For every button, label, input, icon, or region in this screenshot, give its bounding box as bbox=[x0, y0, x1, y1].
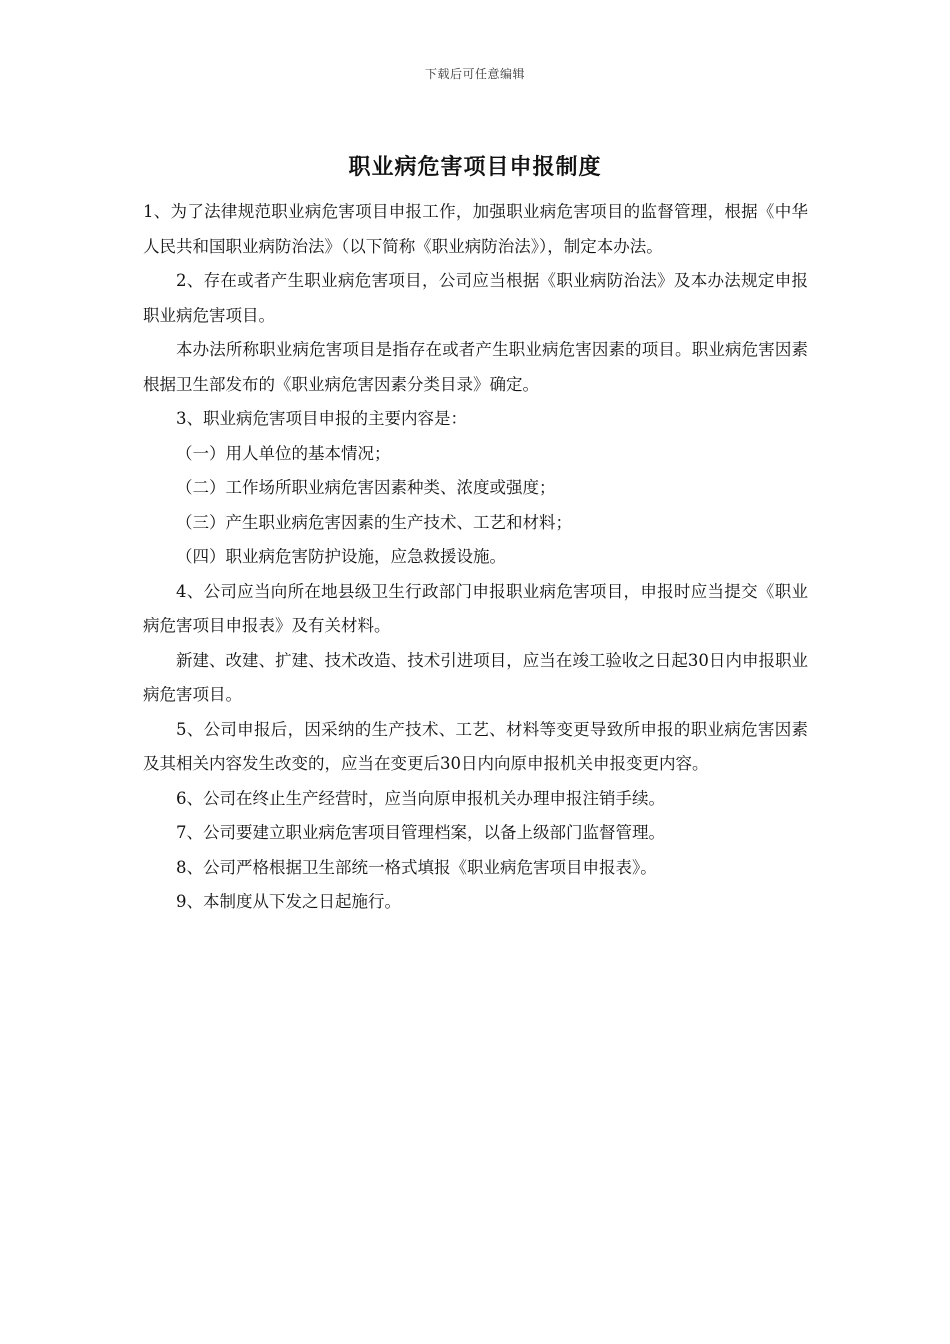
paragraph-6: 6、公司在终止生产经营时，应当向原申报机关办理申报注销手续。 bbox=[176, 788, 665, 808]
paragraph-5: 5、公司申报后，因采纳的生产技术、工艺、材料等变更导致所申报的职业病危害因素及其相关内容发生改变的，应当在变更后30日内向原申报机关申报变更内容。 bbox=[143, 719, 808, 773]
paragraph-2-definition: 本办法所称职业病危害项目是指存在或者产生职业病危害因素的项目。职业病危害因素根据卫生部发布的《职业病危害因素分类目录》确定。 bbox=[143, 340, 808, 394]
list-item-2: （二）工作场所职业病危害因素种类、浓度或强度； bbox=[176, 478, 556, 497]
paragraph-8: 8、公司严格根据卫生部统一格式填报《职业病危害项目申报表》。 bbox=[176, 857, 657, 877]
list-item-3: （三）产生职业病危害因素的生产技术、工艺和材料； bbox=[176, 512, 572, 532]
document-title: 职业病危害项目申报制度 bbox=[348, 154, 602, 180]
paragraph-3: 3、职业病危害项目申报的主要内容是： bbox=[176, 409, 467, 428]
list-item-4: （四）职业病危害防护设施，应急救援设施。 bbox=[176, 547, 506, 566]
paragraph-7: 7、公司要建立职业病危害项目管理档案，以备上级部门监督管理。 bbox=[176, 823, 665, 842]
paragraph-4: 4、公司应当向所在地县级卫生行政部门申报职业病危害项目，申报时应当提交《职业病危害项目申报表》及有关材料。 bbox=[143, 581, 808, 635]
header-note: 下载后可任意编辑 bbox=[424, 67, 525, 81]
list-item-1: （一）用人单位的基本情况； bbox=[176, 443, 391, 463]
document-body bbox=[143, 195, 808, 920]
paragraph-4-new-projects: 新建、改建、扩建、技术改造、技术引进项目，应当在竣工验收之日起30日内申报职业病危害项目。 bbox=[143, 650, 808, 704]
paragraph-9: 9、本制度从下发之日起施行。 bbox=[176, 892, 401, 911]
paragraph-2: 2、存在或者产生职业病危害项目，公司应当根据《职业病防治法》及本办法规定申报职业病危害项目。 bbox=[143, 271, 808, 325]
paragraph-1: 1、为了法律规范职业病危害项目申报工作，加强职业病危害项目的监督管理，根据《中华人民共和国职业病防治法》（以下简称《职业病防治法》），制定本办法。 bbox=[143, 202, 808, 256]
